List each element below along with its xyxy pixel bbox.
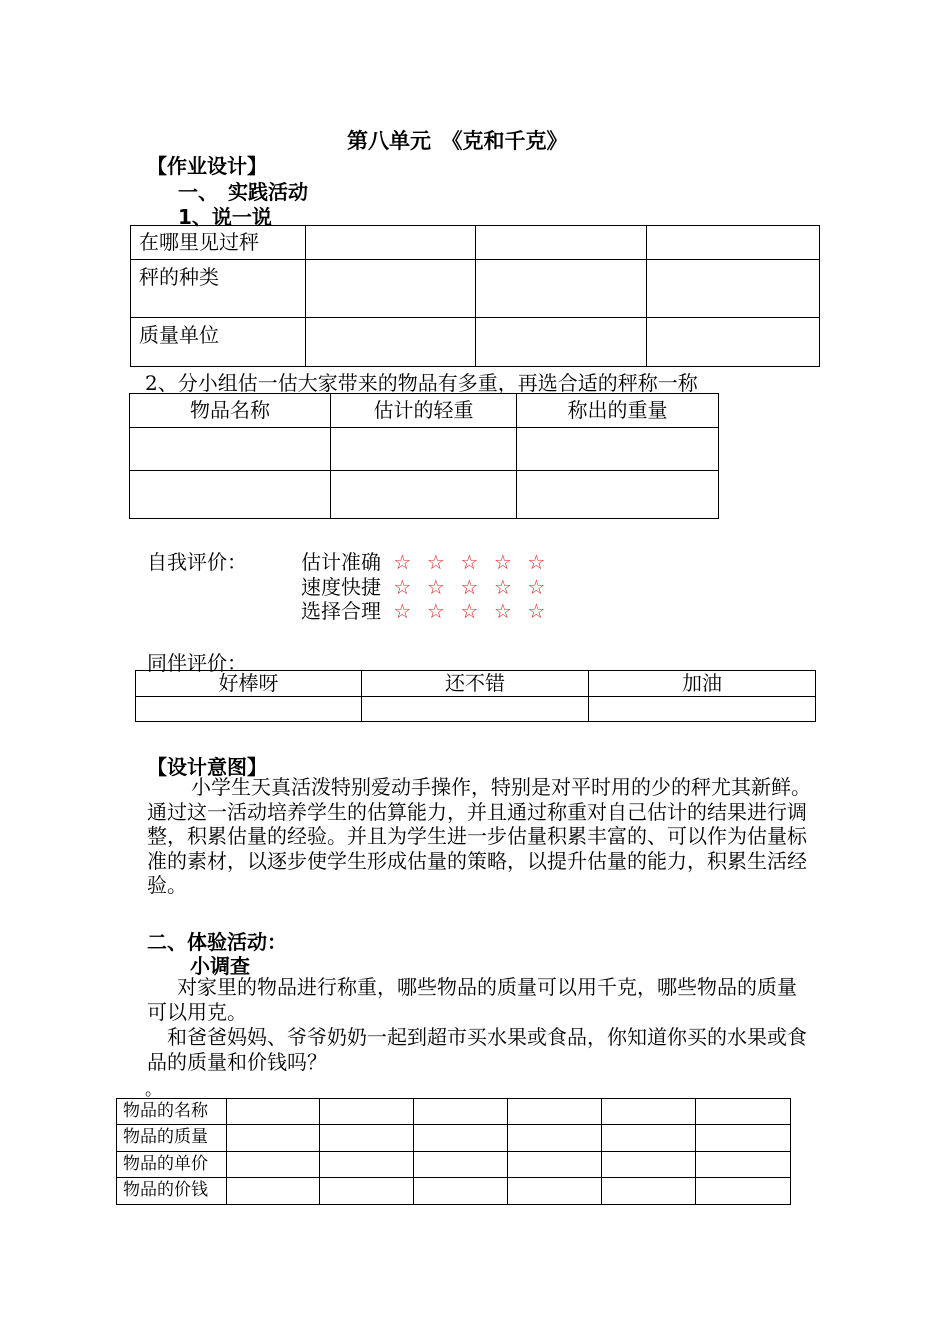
table-cell[interactable] [508, 1178, 602, 1205]
self-eval-label: 自我评价： [147, 550, 247, 574]
table-cell[interactable] [602, 1125, 696, 1152]
survey-row-label: 物品的价钱 [117, 1178, 227, 1205]
table-cell[interactable] [306, 260, 476, 318]
survey-row-label: 物品的质量 [117, 1125, 227, 1152]
table-header: 加油 [589, 671, 816, 697]
table-cell[interactable] [696, 1099, 791, 1125]
star-icon[interactable]: ☆ [493, 599, 512, 623]
table-cell[interactable] [696, 1125, 791, 1152]
table-header: 称出的重量 [517, 394, 719, 428]
self-eval-name: 估计准确 [301, 550, 381, 574]
table-cell[interactable] [602, 1178, 696, 1205]
survey-row-label: 物品的名称 [117, 1099, 227, 1125]
star-icon[interactable]: ☆ [460, 599, 479, 623]
part2-paragraph-2: 和爸爸妈妈、爷爷奶奶一起到超市买水果或食品，你知道你买的水果或食品的质量和价钱吗？ [147, 1025, 807, 1074]
peer-eval-table [135, 670, 816, 722]
table-cell[interactable] [647, 226, 820, 260]
peer-eval-label: 同伴评价： [147, 651, 247, 675]
table-cell[interactable] [414, 1152, 508, 1178]
self-eval-item [301, 546, 561, 574]
table-cell[interactable] [130, 428, 331, 471]
section-homework-heading: 【作业设计】 [147, 154, 267, 178]
table-cell[interactable] [320, 1125, 414, 1152]
table-cell[interactable] [696, 1178, 791, 1205]
table-cell[interactable] [320, 1152, 414, 1178]
star-icon[interactable]: ☆ [527, 599, 546, 623]
scale-table [130, 225, 820, 367]
table-cell[interactable] [508, 1125, 602, 1152]
table-cell[interactable] [508, 1099, 602, 1125]
table-cell[interactable] [227, 1125, 320, 1152]
stray-dot: 。 [145, 1080, 162, 1100]
table-cell[interactable] [136, 697, 362, 722]
table-cell[interactable] [517, 471, 719, 519]
star-icon[interactable]: ☆ [426, 599, 445, 623]
table-cell[interactable] [414, 1125, 508, 1152]
table-cell[interactable] [362, 697, 589, 722]
table-header: 还不错 [362, 671, 589, 697]
star-icon[interactable]: ☆ [393, 574, 412, 599]
star-icon[interactable]: ☆ [493, 550, 512, 574]
table-cell[interactable] [476, 318, 647, 367]
table-cell[interactable] [320, 1178, 414, 1205]
self-eval-name: 速度快捷 [301, 574, 381, 599]
table-cell[interactable] [331, 471, 517, 519]
star-icon[interactable]: ☆ [460, 574, 479, 599]
shopping-survey-table [116, 1098, 791, 1205]
table-header: 物品名称 [130, 394, 331, 428]
scale-row-label: 秤的种类 [131, 260, 306, 318]
self-eval-item [301, 571, 561, 599]
table-cell[interactable] [476, 260, 647, 318]
star-icon[interactable]: ☆ [527, 550, 546, 574]
star-icon[interactable]: ☆ [426, 550, 445, 574]
estimate-table [129, 393, 719, 519]
design-intent-text: 小学生天真活泼特别爱动手操作，特别是对平时用的少的秤尤其新鲜。通过这一活动培养学生的估算能力，并且通过称重对自己估计的结果进行调整，积累估量的经验。并且为学生进一步估量积累丰富的、可以作为估量标准的素材，以逐步使学生形成估量的策略，以提升估量的能力，积累生活经验。 [147, 775, 811, 897]
star-icon[interactable]: ☆ [393, 599, 412, 623]
part2-subheading: 小调查 [190, 954, 250, 978]
scale-row-label: 质量单位 [131, 318, 306, 367]
table-cell[interactable] [602, 1152, 696, 1178]
star-icon[interactable]: ☆ [527, 574, 546, 599]
table-cell[interactable] [508, 1152, 602, 1178]
table-cell[interactable] [227, 1099, 320, 1125]
table-cell[interactable] [130, 471, 331, 519]
q1-label: 1、说一说 [178, 205, 272, 229]
table-cell[interactable] [647, 260, 820, 318]
table-cell[interactable] [414, 1178, 508, 1205]
self-eval-name: 选择合理 [301, 599, 381, 623]
table-cell[interactable] [320, 1099, 414, 1125]
table-header: 好棒呀 [136, 671, 362, 697]
table-cell[interactable] [696, 1152, 791, 1178]
table-cell[interactable] [647, 318, 820, 367]
star-icon[interactable]: ☆ [393, 550, 412, 574]
table-cell[interactable] [589, 697, 816, 722]
table-header: 估计的轻重 [331, 394, 517, 428]
part1-heading: 一、 实践活动 [178, 180, 308, 204]
survey-row-label: 物品的单价 [117, 1152, 227, 1178]
star-icon[interactable]: ☆ [460, 550, 479, 574]
table-cell[interactable] [476, 226, 647, 260]
table-cell[interactable] [517, 428, 719, 471]
self-eval-item [301, 595, 561, 623]
star-icon[interactable]: ☆ [493, 574, 512, 599]
table-cell[interactable] [306, 318, 476, 367]
table-cell[interactable] [227, 1178, 320, 1205]
page-title: 第八单元 《克和千克》 [347, 129, 568, 153]
table-cell[interactable] [602, 1099, 696, 1125]
design-intent-heading: 【设计意图】 [147, 755, 267, 779]
table-cell[interactable] [306, 226, 476, 260]
scale-row-label: 在哪里见过秤 [131, 226, 306, 260]
self-eval-list [301, 546, 561, 623]
q2-label: 2、分小组估一估大家带来的物品有多重，再选合适的秤称一称 [145, 371, 698, 395]
part2-paragraph-1: 对家里的物品进行称重，哪些物品的质量可以用千克，哪些物品的质量可以用克。 [147, 975, 797, 1024]
part2-heading: 二、体验活动： [147, 930, 287, 954]
table-cell[interactable] [414, 1099, 508, 1125]
star-icon[interactable]: ☆ [426, 574, 445, 599]
table-cell[interactable] [331, 428, 517, 471]
star-rating[interactable] [393, 599, 561, 623]
table-cell[interactable] [227, 1152, 320, 1178]
